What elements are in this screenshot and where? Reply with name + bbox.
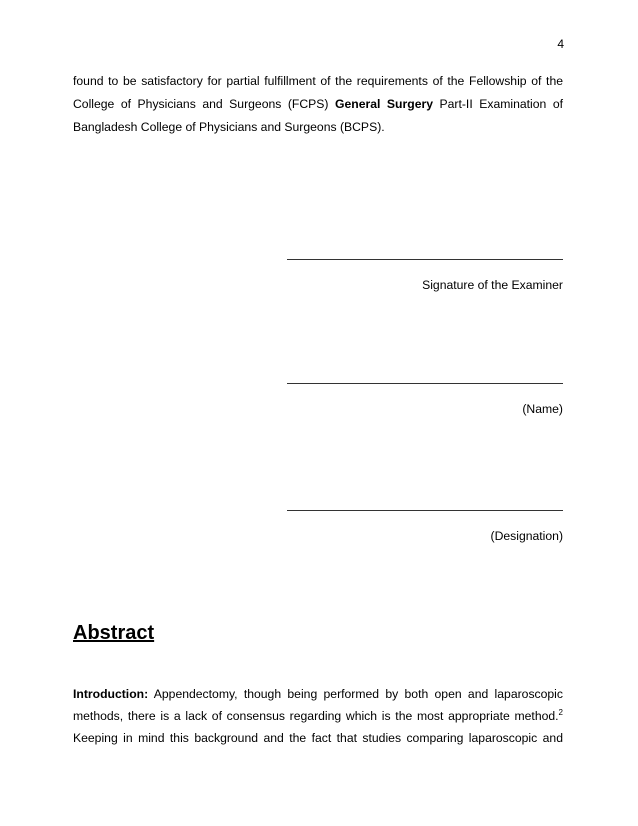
signature-line — [287, 259, 563, 260]
designation-line — [287, 510, 563, 511]
signature-examiner-label: Signature of the Examiner — [422, 278, 563, 292]
abstract-line — [73, 683, 563, 705]
abstract-body — [73, 683, 563, 749]
certificate-paragraph — [73, 70, 563, 139]
introduction-label: Introduction: — [73, 687, 149, 701]
paragraph-text: Part-II Examination of — [433, 97, 563, 111]
name-line — [287, 383, 563, 384]
abstract-text: methods, there is a lack of consensus regarding which is the most appropriate method. — [73, 709, 559, 723]
abstract-text: Appendectomy, though being performed by both open and laparoscopic — [148, 687, 563, 701]
abstract-heading: Abstract — [73, 622, 155, 644]
page-number: 4 — [557, 37, 564, 51]
paragraph-line — [73, 93, 563, 116]
citation: 2 — [558, 707, 563, 717]
designation-label: (Designation) — [490, 529, 563, 543]
paragraph-text: College of Physicians and Surgeons (FCPS) — [73, 97, 336, 111]
abstract-line — [73, 705, 563, 727]
abstract-line: Keeping in mind this background and the fact that studies comparing laparoscopic and — [73, 731, 563, 745]
subject-name: General Surgery — [335, 97, 433, 111]
paragraph-line: Bangladesh College of Physicians and Surgeons (BCPS). — [73, 120, 385, 134]
paragraph-line: found to be satisfactory for partial fulfillment of the requirements of the Fellowship of the — [73, 74, 563, 88]
name-label: (Name) — [522, 402, 563, 416]
